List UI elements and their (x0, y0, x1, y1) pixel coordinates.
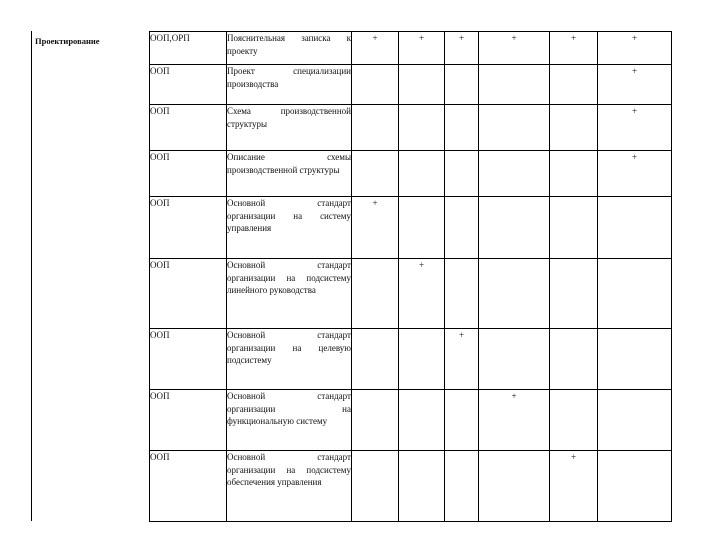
mark-cell (598, 451, 672, 522)
mark-cell (352, 259, 399, 329)
mark-cell (445, 105, 479, 151)
mark-cell (445, 259, 479, 329)
table-row (150, 65, 672, 105)
document-description-cell: Пояснительная записка к проекту (227, 32, 352, 65)
document-description-cell: Основной стандарт организации на подсистему линейного руководства (227, 259, 352, 329)
mark-cell (352, 65, 399, 105)
document-description-cell: Схема производственной структуры (227, 105, 352, 151)
table-row (150, 105, 672, 151)
mark-cell (445, 65, 479, 105)
mark-cell (550, 151, 598, 197)
mark-cell (399, 329, 445, 390)
mark-cell (479, 329, 550, 390)
mark-cell (445, 390, 479, 451)
document-description-cell: Проект специализации производства (227, 65, 352, 105)
mark-cell: + (445, 32, 479, 65)
document-type-cell: ООП (150, 451, 227, 522)
table-row (150, 329, 672, 390)
document-type-cell: ООП (150, 390, 227, 451)
mark-cell (550, 105, 598, 151)
mark-cell (598, 329, 672, 390)
document-type-cell: ООП (150, 151, 227, 197)
mark-cell: + (479, 390, 550, 451)
mark-cell (399, 151, 445, 197)
document-type-cell: ООП (150, 329, 227, 390)
document-type-cell: ООП (150, 259, 227, 329)
mark-cell (479, 65, 550, 105)
document-type-cell: ООП,ОРП (150, 32, 227, 65)
mark-cell (479, 259, 550, 329)
mark-cell: + (550, 32, 598, 65)
left-border-line (31, 31, 32, 521)
mark-cell (445, 151, 479, 197)
mark-cell (479, 105, 550, 151)
table-row (150, 451, 672, 522)
table-row (150, 390, 672, 451)
mark-cell (598, 390, 672, 451)
mark-cell (550, 197, 598, 259)
mark-cell (399, 105, 445, 151)
mark-cell: + (399, 259, 445, 329)
mark-cell (550, 65, 598, 105)
document-type-cell: ООП (150, 197, 227, 259)
document-description-cell: Основной стандарт организации на функциональную систему (227, 390, 352, 451)
mark-cell: + (352, 32, 399, 65)
document-description-cell: Описание схемы производственной структуры (227, 151, 352, 197)
mark-cell (479, 451, 550, 522)
document-description-cell: Основной стандарт организации на целевую подсистему (227, 329, 352, 390)
mark-cell: + (445, 329, 479, 390)
mark-cell (352, 451, 399, 522)
mark-cell (445, 197, 479, 259)
mark-cell (352, 390, 399, 451)
mark-cell (399, 390, 445, 451)
mark-cell: + (550, 451, 598, 522)
mark-cell: + (598, 32, 672, 65)
table-row (150, 151, 672, 197)
document-type-cell: ООП (150, 65, 227, 105)
mark-cell (598, 197, 672, 259)
mark-cell (550, 259, 598, 329)
mark-cell (598, 259, 672, 329)
mark-cell: + (598, 105, 672, 151)
table-row (150, 32, 672, 65)
table-row (150, 259, 672, 329)
mark-cell: + (598, 65, 672, 105)
mark-cell: + (479, 32, 550, 65)
mark-cell (479, 197, 550, 259)
mark-cell (550, 329, 598, 390)
mark-cell (399, 451, 445, 522)
table-row (150, 197, 672, 259)
mark-cell: + (352, 197, 399, 259)
document-description-cell: Основной стандарт организации на систему управления (227, 197, 352, 259)
mark-cell (550, 390, 598, 451)
mark-cell (445, 451, 479, 522)
mark-cell (352, 329, 399, 390)
phase-label: Проектирование (35, 36, 100, 46)
mark-cell: + (399, 32, 445, 65)
mark-cell (479, 151, 550, 197)
mark-cell: + (598, 151, 672, 197)
document-description-cell: Основной стандарт организации на подсистему обеспечения управления (227, 451, 352, 522)
document-type-cell: ООП (150, 105, 227, 151)
mark-cell (399, 65, 445, 105)
mark-cell (399, 197, 445, 259)
mark-cell (352, 105, 399, 151)
responsibility-matrix-table (149, 31, 672, 522)
mark-cell (352, 151, 399, 197)
